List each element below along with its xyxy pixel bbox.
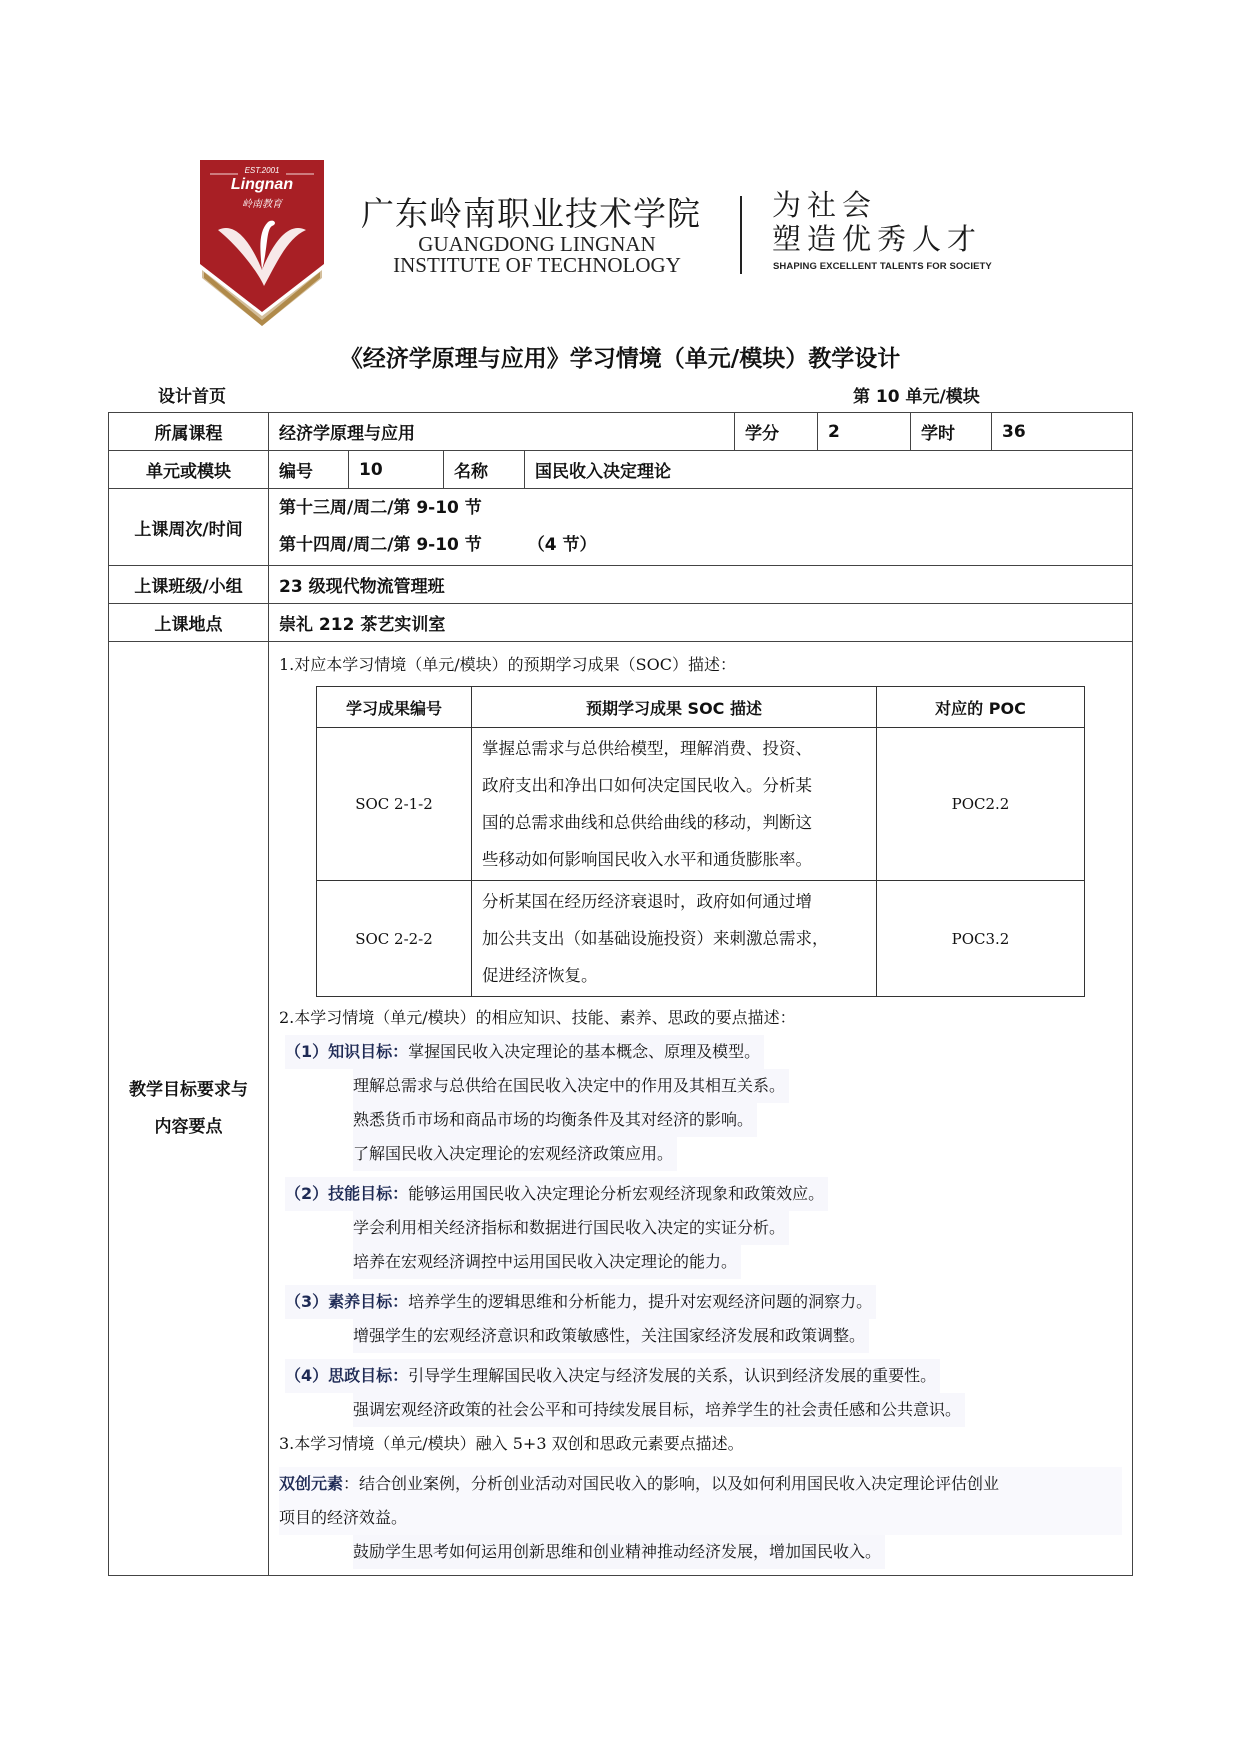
soc-row [317,728,1085,881]
school-name-en-line1: GUANGDONG LINGNAN [418,232,656,256]
innovation-element-text-cont: 项目的经济效益。 [279,1508,408,1527]
soc-code: SOC 2-2-2 [317,881,472,997]
innovation-element-colon: ： [343,1474,360,1493]
document-title: 《经济学原理与应用》学习情境（单元/模块）教学设计 [339,346,901,372]
goal-ideology-text: 引导学生理解国民收入决定与经济发展的关系，认识到经济发展的重要性。 [408,1366,937,1385]
soc-desc [472,728,877,881]
soc-desc-line: 加公共支出（如基础设施投资）来刺激总需求， [482,929,829,948]
school-name-cn: 广东岭南职业技术学院 [361,194,701,233]
row-course [109,413,1133,451]
hours-value: 36 [992,413,1133,451]
course-label: 所属课程 [109,413,269,451]
goal-skill-item: 培养在宏观经济调控中运用国民收入决定理论的能力。 [353,1245,741,1279]
goals-label-line2: 内容要点 [154,1116,223,1137]
goal-literacy-label: （3）素养目标： [285,1292,409,1311]
soc-desc-line: 政府支出和净出口如何决定国民收入。分析某 [482,776,812,795]
logo-divider [740,196,742,274]
hours-label: 学时 [911,413,992,451]
goal-knowledge-item: 熟悉货币市场和商品市场的均衡条件及其对经济的影响。 [353,1103,757,1137]
soc-code: SOC 2-1-2 [317,728,472,881]
row-goals [109,642,1133,1576]
row-class [109,566,1133,604]
goal-ideology-item: 强调宏观经济政策的社会公平和可持续发展目标，培养学生的社会责任感和公共意识。 [353,1393,965,1427]
innovation-element-text: 结合创业案例，分析创业活动对国民收入的影响，以及如何利用国民收入决定理论评估创业 [359,1474,1000,1493]
goals-label-line1: 教学目标要求与 [129,1079,248,1100]
time-line-2-text: 第十四周/周二/第 9-10 节 [279,535,482,555]
soc-desc [472,881,877,997]
school-name-en [363,234,711,276]
credit-value: 2 [818,413,911,451]
row-unit [109,451,1133,489]
shield-brand-en: Lingnan [230,176,294,193]
soc-header-row [317,687,1085,728]
unit-label: 单元或模块 [109,451,269,489]
credit-label: 学分 [735,413,818,451]
design-homepage-label: 设计首页 [158,387,226,407]
time-label: 上课周次/时间 [109,489,269,566]
soc-header-desc: 预期学习成果 SOC 描述 [472,687,877,728]
section1-heading: 1.对应本学习情境（单元/模块）的预期学习成果（SOC）描述： [279,655,736,674]
innovation-element-label: 双创元素 [279,1474,344,1493]
soc-table [316,686,1085,997]
shield-brand-cn: 岭南教育 [242,199,282,210]
goal-ideology [279,1359,1122,1427]
goal-literacy-item: 增强学生的宏观经济意识和政策敏感性，关注国家经济发展和政策调整。 [353,1319,869,1353]
soc-poc: POC2.2 [877,728,1085,881]
goal-literacy [279,1285,1122,1353]
number-value: 10 [349,451,444,489]
goal-ideology-label: （4）思政目标： [285,1366,409,1385]
slogan-en: SHAPING EXCELLENT TALENTS FOR SOCIETY [773,261,992,272]
soc-header-code: 学习成果编号 [317,687,472,728]
soc-desc-line: 些移动如何影响国民收入水平和通货膨胀率。 [482,850,812,869]
name-value: 国民收入决定理论 [525,451,1133,489]
unit-number-label: 第 10 单元/模块 [853,387,980,407]
innovation-element [279,1467,1122,1535]
soc-poc: POC3.2 [877,881,1085,997]
soc-desc-line: 促进经济恢复。 [482,966,598,985]
slogan-line1: 为社会 [772,188,878,222]
teaching-design-table [108,412,1133,1576]
slogan-cn [772,188,982,256]
school-name-en-line2: INSTITUTE OF TECHNOLOGY [393,253,681,277]
soc-row [317,881,1085,997]
soc-desc-line: 掌握总需求与总供给模型，理解消费、投资、 [482,739,812,758]
goal-skill-label: （2）技能目标： [285,1184,409,1203]
innovation-element-extra: 鼓励学生思考如何运用创新思维和创业精神推动经济发展，增加国民收入。 [353,1535,885,1569]
course-value: 经济学原理与应用 [269,413,735,451]
time-value [269,489,1133,566]
section2-heading: 2.本学习情境（单元/模块）的相应知识、技能、素养、思政的要点描述： [279,1008,796,1027]
goal-knowledge-label: （1）知识目标： [285,1042,409,1061]
section3-heading: 3.本学习情境（单元/模块）融入 5+3 双创和思政元素要点描述。 [279,1434,744,1453]
goal-knowledge-first [285,1035,764,1069]
goal-skill [279,1177,1122,1279]
goals-label [109,642,269,1576]
shield-est-text: EST.2001 [244,166,280,175]
goals-content [269,642,1133,1576]
time-line-1: 第十三周/周二/第 9-10 节 [279,498,482,518]
goal-literacy-text: 培养学生的逻辑思维和分析能力，提升对宏观经济问题的洞察力。 [408,1292,873,1311]
row-time [109,489,1133,566]
lingnan-shield-logo [198,160,326,332]
place-label: 上课地点 [109,604,269,642]
time-total: （4 节） [527,535,597,555]
slogan-line2: 塑造优秀人才 [772,222,983,256]
soc-desc-line: 国的总需求曲线和总供给曲线的移动，判断这 [482,813,812,832]
name-label: 名称 [444,451,525,489]
goal-skill-text: 能够运用国民收入决定理论分析宏观经济现象和政策效应。 [408,1184,825,1203]
goal-knowledge-text: 掌握国民收入决定理论的基本概念、原理及模型。 [408,1042,761,1061]
soc-header-poc: 对应的 POC [877,687,1085,728]
goal-knowledge [279,1035,1122,1171]
class-label: 上课班级/小组 [109,566,269,604]
school-logo-banner [198,160,998,335]
time-line-2 [279,527,1122,564]
goal-knowledge-item: 理解总需求与总供给在国民收入决定中的作用及其相互关系。 [353,1069,789,1103]
class-value: 23 级现代物流管理班 [269,566,1133,604]
row-place [109,604,1133,642]
goal-skill-item: 学会利用相关经济指标和数据进行国民收入决定的实证分析。 [353,1211,789,1245]
number-label: 编号 [269,451,349,489]
place-value: 崇礼 212 茶艺实训室 [269,604,1133,642]
goal-knowledge-item: 了解国民收入决定理论的宏观经济政策应用。 [353,1137,677,1171]
soc-desc-line: 分析某国在经历经济衰退时，政府如何通过增 [482,892,812,911]
